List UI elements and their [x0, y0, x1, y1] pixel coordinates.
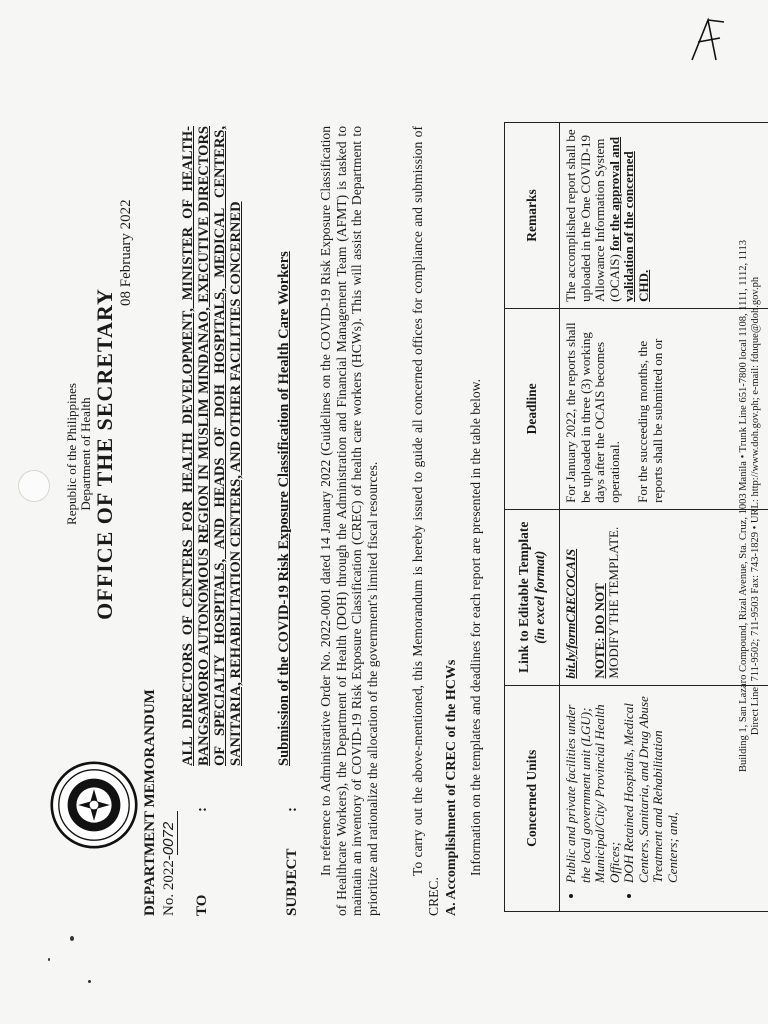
header-remarks: Remarks [505, 123, 560, 309]
memo-number [160, 811, 178, 916]
header-department: Department of Health [78, 397, 93, 511]
table-header-row [505, 123, 560, 912]
remarks-approval: for the approval and validation of the concerned CHD. [606, 136, 651, 302]
cell-deadline [560, 308, 768, 509]
footer-address: Building 1, San Lazaro Compound, Rizal Avenue, Sta. Cruz, 1003 Manila • Trunk Line 651-7800 local 1108, 1111, 1112, 1113 [738, 239, 749, 773]
subject-label: SUBJECT [284, 848, 300, 916]
list-item: • Public and private facilities under the local government unit (LGU); Municipal/City/ Provincial Health Offices; [564, 692, 622, 883]
to-recipients: ALL DIRECTORS OF CENTERS FOR HEALTH DEVELOPMENT, MINISTER OF HEALTH-BANGSAMORO AUTONOMOUS REGION IN MUSLIM MINDANAO, EXECUTIVE DIRECTORS OF SPECIALTY HOSPITALS, AND HEADS OF DOH HOSPITALS, MEDICAL CENTERS, SANITARIA, REHABILITATION CENTERS, AND OTHER FACILITIES CONCERNED [180, 126, 244, 766]
remarks-text: The accomplished report shall be uploaded in the One COVID-19 Allowance Information System (OCAIS) [563, 129, 622, 302]
header-republic: Republic of the Philippines [64, 383, 79, 525]
template-link[interactable]: bit.ly/formCRECOCAIS [563, 548, 578, 679]
body-paragraph-2: To carry out the above-mentioned, this Memorandum is hereby issued to guide all concerned offices for compliance and submission of CREC. [410, 126, 441, 916]
subject-text: Submission of the COVID-19 Risk Exposure Classification of Health Care Workers [276, 251, 292, 766]
body-paragraph-3: Information on the templates and deadlines for each report are presented in the table below. [468, 379, 483, 876]
to-colon: : [194, 807, 210, 812]
header-template-label: Link to Editable Template [516, 521, 531, 673]
subject-colon: : [284, 807, 300, 812]
doh-seal-icon [50, 761, 138, 849]
deadline-succeeding: For the succeeding months, the reports shall be submitted on or [635, 338, 665, 503]
punch-hole-icon [18, 470, 50, 502]
memo-number-prefix: No. 2022- [161, 855, 177, 916]
header-template [505, 509, 560, 685]
memo-title: DEPARTMENT MEMORANDUM [142, 689, 158, 916]
handwritten-mark-icon [686, 16, 726, 66]
header-concerned-units: Concerned Units [505, 685, 560, 911]
section-a-heading: A. Accomplishment of CREC of the HCWs [444, 659, 459, 916]
body-paragraph-1: In reference to Administrative Order No. 2022-0001 dated 14 January 2022 (Guidelines on the COVID-19 Risk Exposure Classification of Healthcare Workers), the Department of Health (DOH) through the Administration and Financial Management Team (AFMT) is tasked to maintain an inventory of COVID-19 Risk Exposure Classification (CREC) of health care workers (HCWs). This will assist the Department to prioritize and rationalize the allocation of the government's limited fiscal resources. [318, 126, 380, 916]
cell-template [560, 509, 768, 685]
deadline-january: For January 2022, the reports shall be uploaded in three (3) working days after the OCAIS becomes operational. [563, 322, 622, 503]
scan-speck [70, 936, 74, 941]
cell-remarks [560, 123, 768, 309]
memo-date: 08 February 2022 [118, 199, 134, 306]
scan-speck [88, 980, 91, 983]
crec-table [504, 122, 768, 912]
template-note: NOTE: DO NOT [591, 583, 607, 679]
header-office: OFFICE OF THE SECRETARY [92, 288, 117, 620]
footer-contact: Direct Line: 711-9502; 711-9503 Fax: 743-1829 • URL: http://www.doh.gov.ph; e-mail: fduque@doh.gov.ph [750, 276, 761, 736]
cell-units [560, 685, 768, 911]
header-deadline: Deadline [505, 308, 560, 509]
memo-number-value: 0072 [160, 811, 178, 855]
units-list [564, 692, 680, 905]
template-note-2: MODIFY THE TEMPLATE. [606, 526, 621, 679]
list-item: • DOH Retained Hospitals, Medical Centers, Sanitaria, and Drug Abuse Treatment and Rehabilitation Centers; and, [622, 692, 680, 883]
header-template-format: (in excel format) [532, 550, 547, 644]
scan-speck [48, 958, 50, 961]
table-row [560, 123, 768, 912]
to-label: TO [194, 894, 210, 916]
